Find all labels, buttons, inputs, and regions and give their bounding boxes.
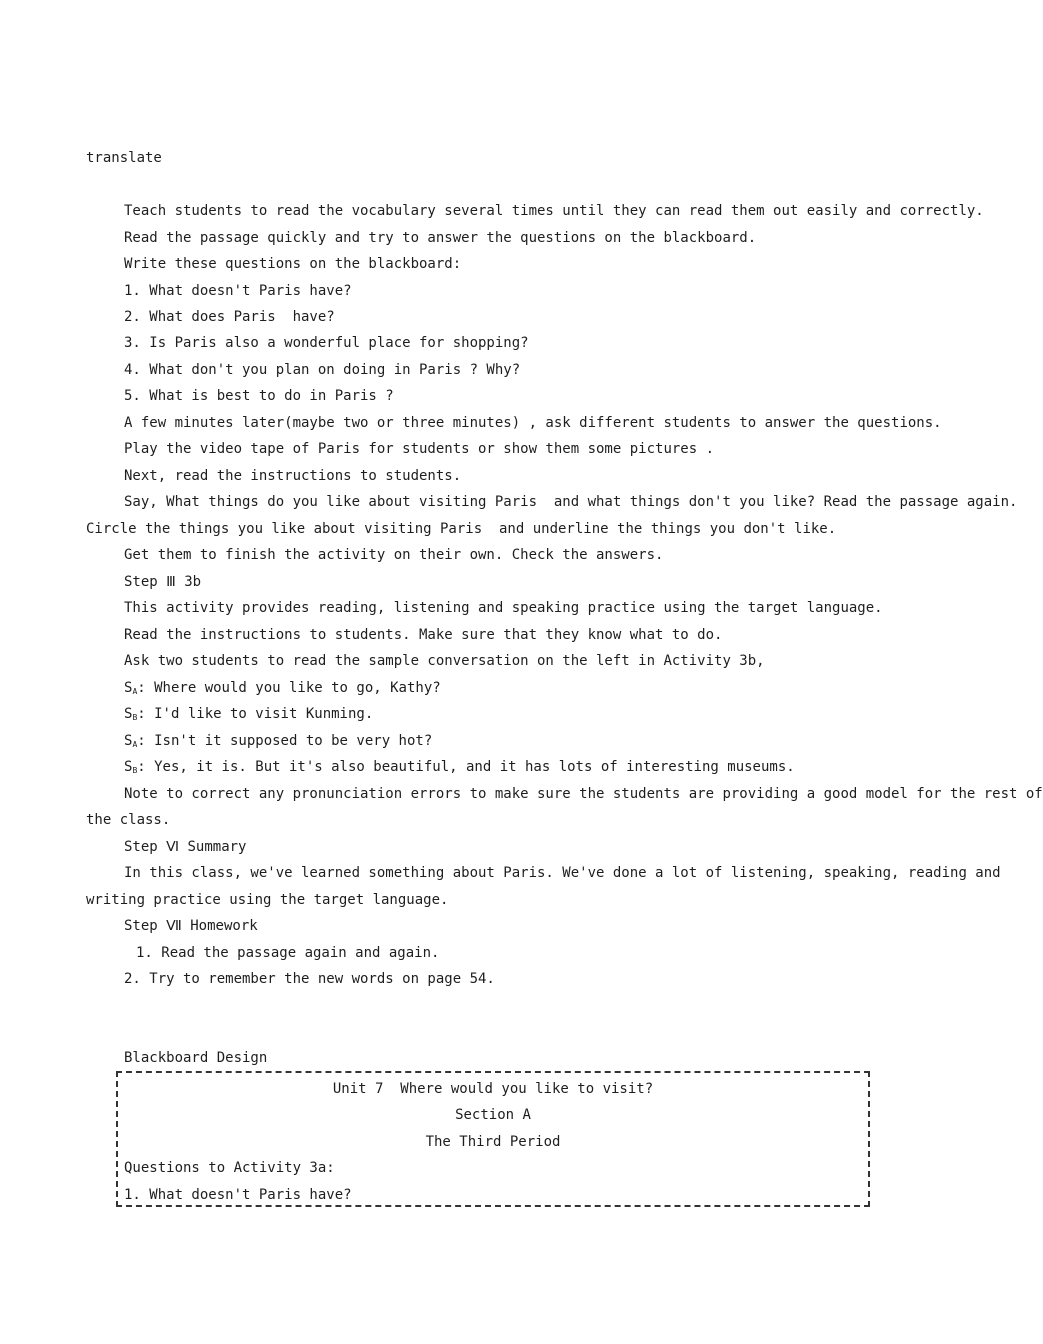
step-heading: Step Ⅲ 3b (124, 574, 202, 590)
question: 1. What doesn't Paris have? (124, 283, 352, 299)
speaker-sub: A (132, 740, 138, 749)
paragraph: Say, What things do you like about visiting Paris and what things don't you like? Read the passage again. (124, 494, 1018, 510)
paragraph: Write these questions on the blackboard: (124, 256, 462, 272)
dialogue-line (124, 732, 432, 754)
speaker: S (124, 733, 133, 749)
dialogue-text: : Yes, it is. But it's also beautiful, and it has lots of interesting museums. (137, 759, 795, 775)
speaker: S (124, 680, 133, 696)
homework-item: 2. Try to remember the new words on page 54. (124, 971, 495, 987)
paragraph: Next, read the instructions to students. (124, 468, 462, 484)
paragraph: A few minutes later(maybe two or three minutes) , ask different students to answer the questions. (124, 415, 942, 431)
dialogue-line (124, 758, 795, 780)
step-heading: Step Ⅶ Homework (124, 918, 258, 934)
speaker-sub: B (132, 713, 138, 722)
blackboard-unit: Unit 7 Where would you like to visit? (332, 1081, 654, 1097)
question: 4. What don't you plan on doing in Paris ? Why? (124, 362, 521, 378)
speaker-sub: A (132, 687, 138, 696)
paragraph: Circle the things you like about visiting Paris and underline the things you don't like. (86, 521, 837, 537)
blackboard-box (116, 1071, 870, 1207)
blackboard-label: Blackboard Design (124, 1050, 268, 1066)
blackboard-period: The Third Period (425, 1134, 561, 1150)
question: 5. What is best to do in Paris ? (124, 388, 394, 404)
dialogue-text: : Isn't it supposed to be very hot? (137, 733, 433, 749)
blackboard-question: 1. What doesn't Paris have? (124, 1187, 352, 1203)
paragraph: Note to correct any pronunciation errors to make sure the students are providing a good model for the rest of (124, 786, 1043, 802)
paragraph: Get them to finish the activity on their own. Check the answers. (124, 547, 664, 563)
paragraph: Read the instructions to students. Make sure that they know what to do. (124, 627, 723, 643)
paragraph: This activity provides reading, listening and speaking practice using the target language. (124, 600, 883, 616)
question: 2. What does Paris have? (124, 309, 335, 325)
blackboard-questions-label: Questions to Activity 3a: (124, 1160, 335, 1176)
dialogue-line (124, 705, 373, 727)
dialogue-line (124, 679, 441, 701)
blackboard-section: Section A (455, 1107, 531, 1123)
header-word: translate (86, 150, 162, 166)
question: 3. Is Paris also a wonderful place for shopping? (124, 335, 529, 351)
homework-item: 1. Read the passage again and again. (136, 945, 440, 961)
paragraph: the class. (86, 812, 171, 828)
speaker: S (124, 706, 133, 722)
paragraph: In this class, we've learned something about Paris. We've done a lot of listening, speaking, reading and (124, 865, 1001, 881)
speaker: S (124, 759, 133, 775)
speaker-sub: B (132, 766, 138, 775)
paragraph: writing practice using the target language. (86, 892, 449, 908)
dialogue-text: : I'd like to visit Kunming. (137, 706, 374, 722)
step-heading: Step Ⅵ Summary (124, 839, 247, 855)
paragraph: Read the passage quickly and try to answer the questions on the blackboard. (124, 230, 757, 246)
paragraph: Ask two students to read the sample conversation on the left in Activity 3b, (124, 653, 765, 669)
dialogue-text: : Where would you like to go, Kathy? (137, 680, 441, 696)
paragraph: Teach students to read the vocabulary several times until they can read them out easily and correctly. (124, 203, 984, 219)
paragraph: Play the video tape of Paris for students or show them some pictures . (124, 441, 715, 457)
